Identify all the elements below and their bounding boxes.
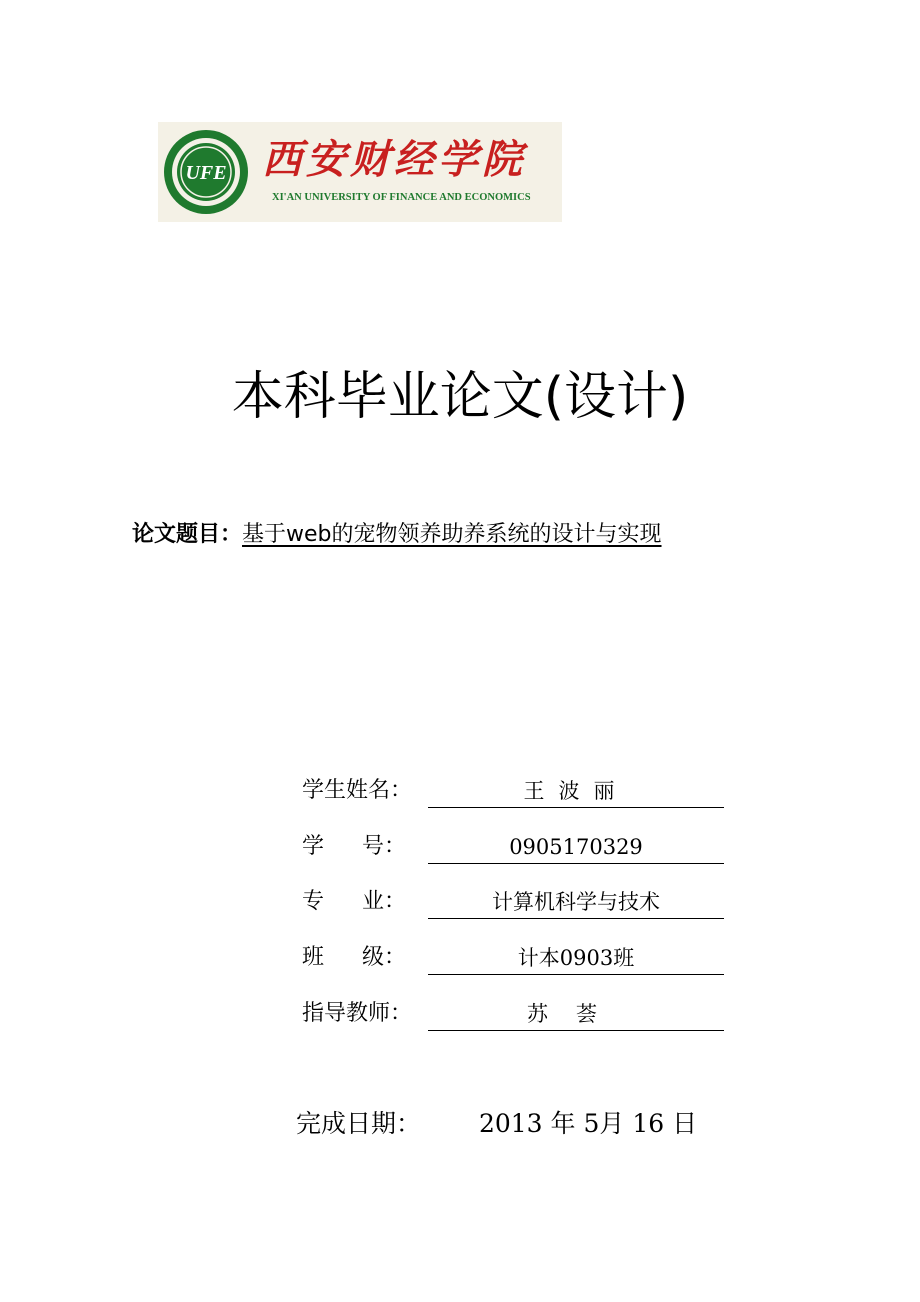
thesis-topic (132, 518, 662, 552)
completion-date (296, 1104, 697, 1144)
university-name-english: XI'AN UNIVERSITY OF FINANCE AND ECONOMICS (272, 192, 531, 203)
completion-month: 5 (583, 1109, 600, 1138)
advisor-row (302, 997, 732, 1031)
page-title: 本科毕业论文(设计) (231, 367, 689, 427)
completion-date-label: 完成日期： (296, 1109, 422, 1138)
major-label (302, 885, 406, 919)
student-name-row (302, 774, 732, 808)
seal-letters: UFE (185, 162, 227, 184)
advisor-label: 指导教师： (302, 1001, 413, 1026)
major-label-part1: 专 (302, 889, 325, 914)
class-row (302, 941, 732, 975)
university-logo (158, 122, 562, 222)
student-id-label (302, 830, 406, 864)
completion-day: 16 (632, 1109, 665, 1138)
major-label-part2: 业： (361, 889, 406, 914)
class-label (302, 941, 406, 975)
university-name-chinese: 西安财经学院 (262, 136, 526, 183)
university-seal-icon (162, 128, 250, 216)
student-id-row (302, 830, 732, 864)
student-id-value: 0905170329 (428, 830, 724, 864)
student-name-value: 王波丽 (428, 774, 724, 808)
advisor-value: 苏荟 (428, 997, 724, 1031)
completion-month-unit: 月 (599, 1109, 625, 1138)
student-id-label-part2: 号： (361, 834, 406, 859)
completion-year: 2013 (478, 1109, 543, 1138)
major-row (302, 885, 732, 919)
thesis-topic-value: 基于web的宠物领养助养系统的设计与实现 (242, 522, 662, 547)
class-value: 计本0903班 (428, 941, 724, 975)
class-label-part2: 级： (361, 945, 406, 970)
student-id-label-part1: 学 (302, 834, 325, 859)
major-value: 计算机科学与技术 (428, 885, 724, 919)
completion-day-unit: 日 (672, 1109, 698, 1138)
class-label-part1: 班 (302, 945, 325, 970)
thesis-topic-label: 论文题目： (132, 522, 243, 547)
completion-year-unit: 年 (550, 1109, 576, 1138)
student-name-label: 学生姓名： (302, 778, 413, 803)
